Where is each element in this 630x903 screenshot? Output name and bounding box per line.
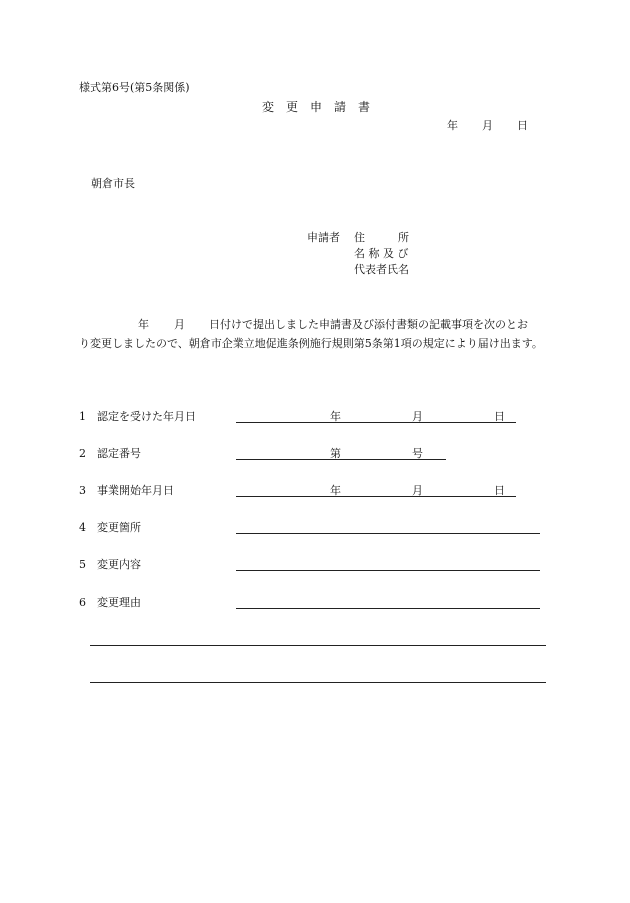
change-location-field[interactable] <box>236 533 540 534</box>
applicant-name-label-2: 代表者氏名 <box>354 263 409 276</box>
item-label: 変更内容 <box>97 558 141 571</box>
item-label: 認定を受けた年月日 <box>97 410 196 423</box>
change-reason-continuation-line-2[interactable] <box>90 682 546 683</box>
change-content-field[interactable] <box>236 570 540 571</box>
field-month: 月 <box>412 410 423 423</box>
field-year: 年 <box>330 410 341 423</box>
item-number: 1 <box>79 410 86 423</box>
field-month: 月 <box>412 484 423 497</box>
body-line2: り変更しましたので、朝倉市企業立地促進条例施行規則第5条第1項の規定により届け出ます。 <box>79 337 543 350</box>
applicant-name-label-1: 名 称 及 び <box>354 247 409 260</box>
applicant-heading: 申請者 <box>307 231 340 244</box>
document-title: 変 更 申 請 書 <box>262 100 371 114</box>
date-year: 年 <box>447 119 458 132</box>
item-label: 事業開始年月日 <box>97 484 174 497</box>
item-label: 変更理由 <box>97 596 141 609</box>
change-reason-continuation-line-1[interactable] <box>90 645 546 646</box>
certification-date-field[interactable] <box>236 422 516 423</box>
change-reason-field[interactable] <box>236 608 540 609</box>
field-day: 日 <box>494 484 505 497</box>
field-prefix: 第 <box>330 447 341 460</box>
date-month: 月 <box>482 119 493 132</box>
field-day: 日 <box>494 410 505 423</box>
form-number: 様式第6号(第5条関係) <box>79 81 190 94</box>
addressee: 朝倉市長 <box>91 177 135 190</box>
item-number: 2 <box>79 447 86 460</box>
item-number: 6 <box>79 596 86 609</box>
item-number: 4 <box>79 521 86 534</box>
certification-number-field[interactable] <box>236 459 446 460</box>
body-month: 月 <box>174 318 185 331</box>
item-number: 3 <box>79 484 86 497</box>
field-suffix: 号 <box>412 447 423 460</box>
date-day: 日 <box>517 119 528 132</box>
applicant-address-label: 住 所 <box>354 231 409 244</box>
body-line1: 日付けで提出しました申請書及び添付書類の記載事項を次のとお <box>209 318 528 331</box>
item-label: 認定番号 <box>97 447 141 460</box>
field-year: 年 <box>330 484 341 497</box>
item-label: 変更箇所 <box>97 521 141 534</box>
item-number: 5 <box>79 558 86 571</box>
body-year: 年 <box>138 318 149 331</box>
business-start-date-field[interactable] <box>236 496 516 497</box>
